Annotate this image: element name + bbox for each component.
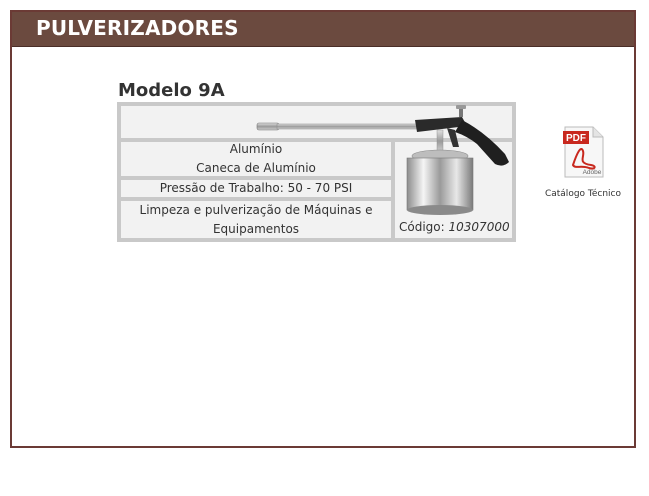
catalog-link[interactable] (535, 125, 631, 199)
usage-line-1: Limpeza e pulverização de Máquinas e (139, 202, 373, 217)
adobe-text: Adobe (582, 169, 602, 176)
material-line-1: Alumínio (229, 142, 283, 156)
code-label: Código: (399, 220, 445, 234)
product-code (399, 220, 510, 234)
material-line-2: Caneca de Alumínio (196, 161, 316, 175)
usage-line-2: Equipamentos (212, 221, 300, 236)
pressure-value: 50 - 70 PSI (283, 181, 353, 195)
page-header (12, 12, 634, 47)
pdf-icon[interactable] (561, 125, 605, 179)
page-title: PULVERIZADORES (36, 16, 239, 40)
pressure-label: Pressão de Trabalho: (159, 181, 284, 195)
catalog-label[interactable]: Catálogo Técnico (544, 189, 622, 199)
pdf-badge-text: PDF (566, 133, 586, 144)
code-value: 10307000 (448, 220, 510, 234)
model-title: Modelo 9A (118, 80, 225, 101)
product-card (117, 102, 516, 242)
